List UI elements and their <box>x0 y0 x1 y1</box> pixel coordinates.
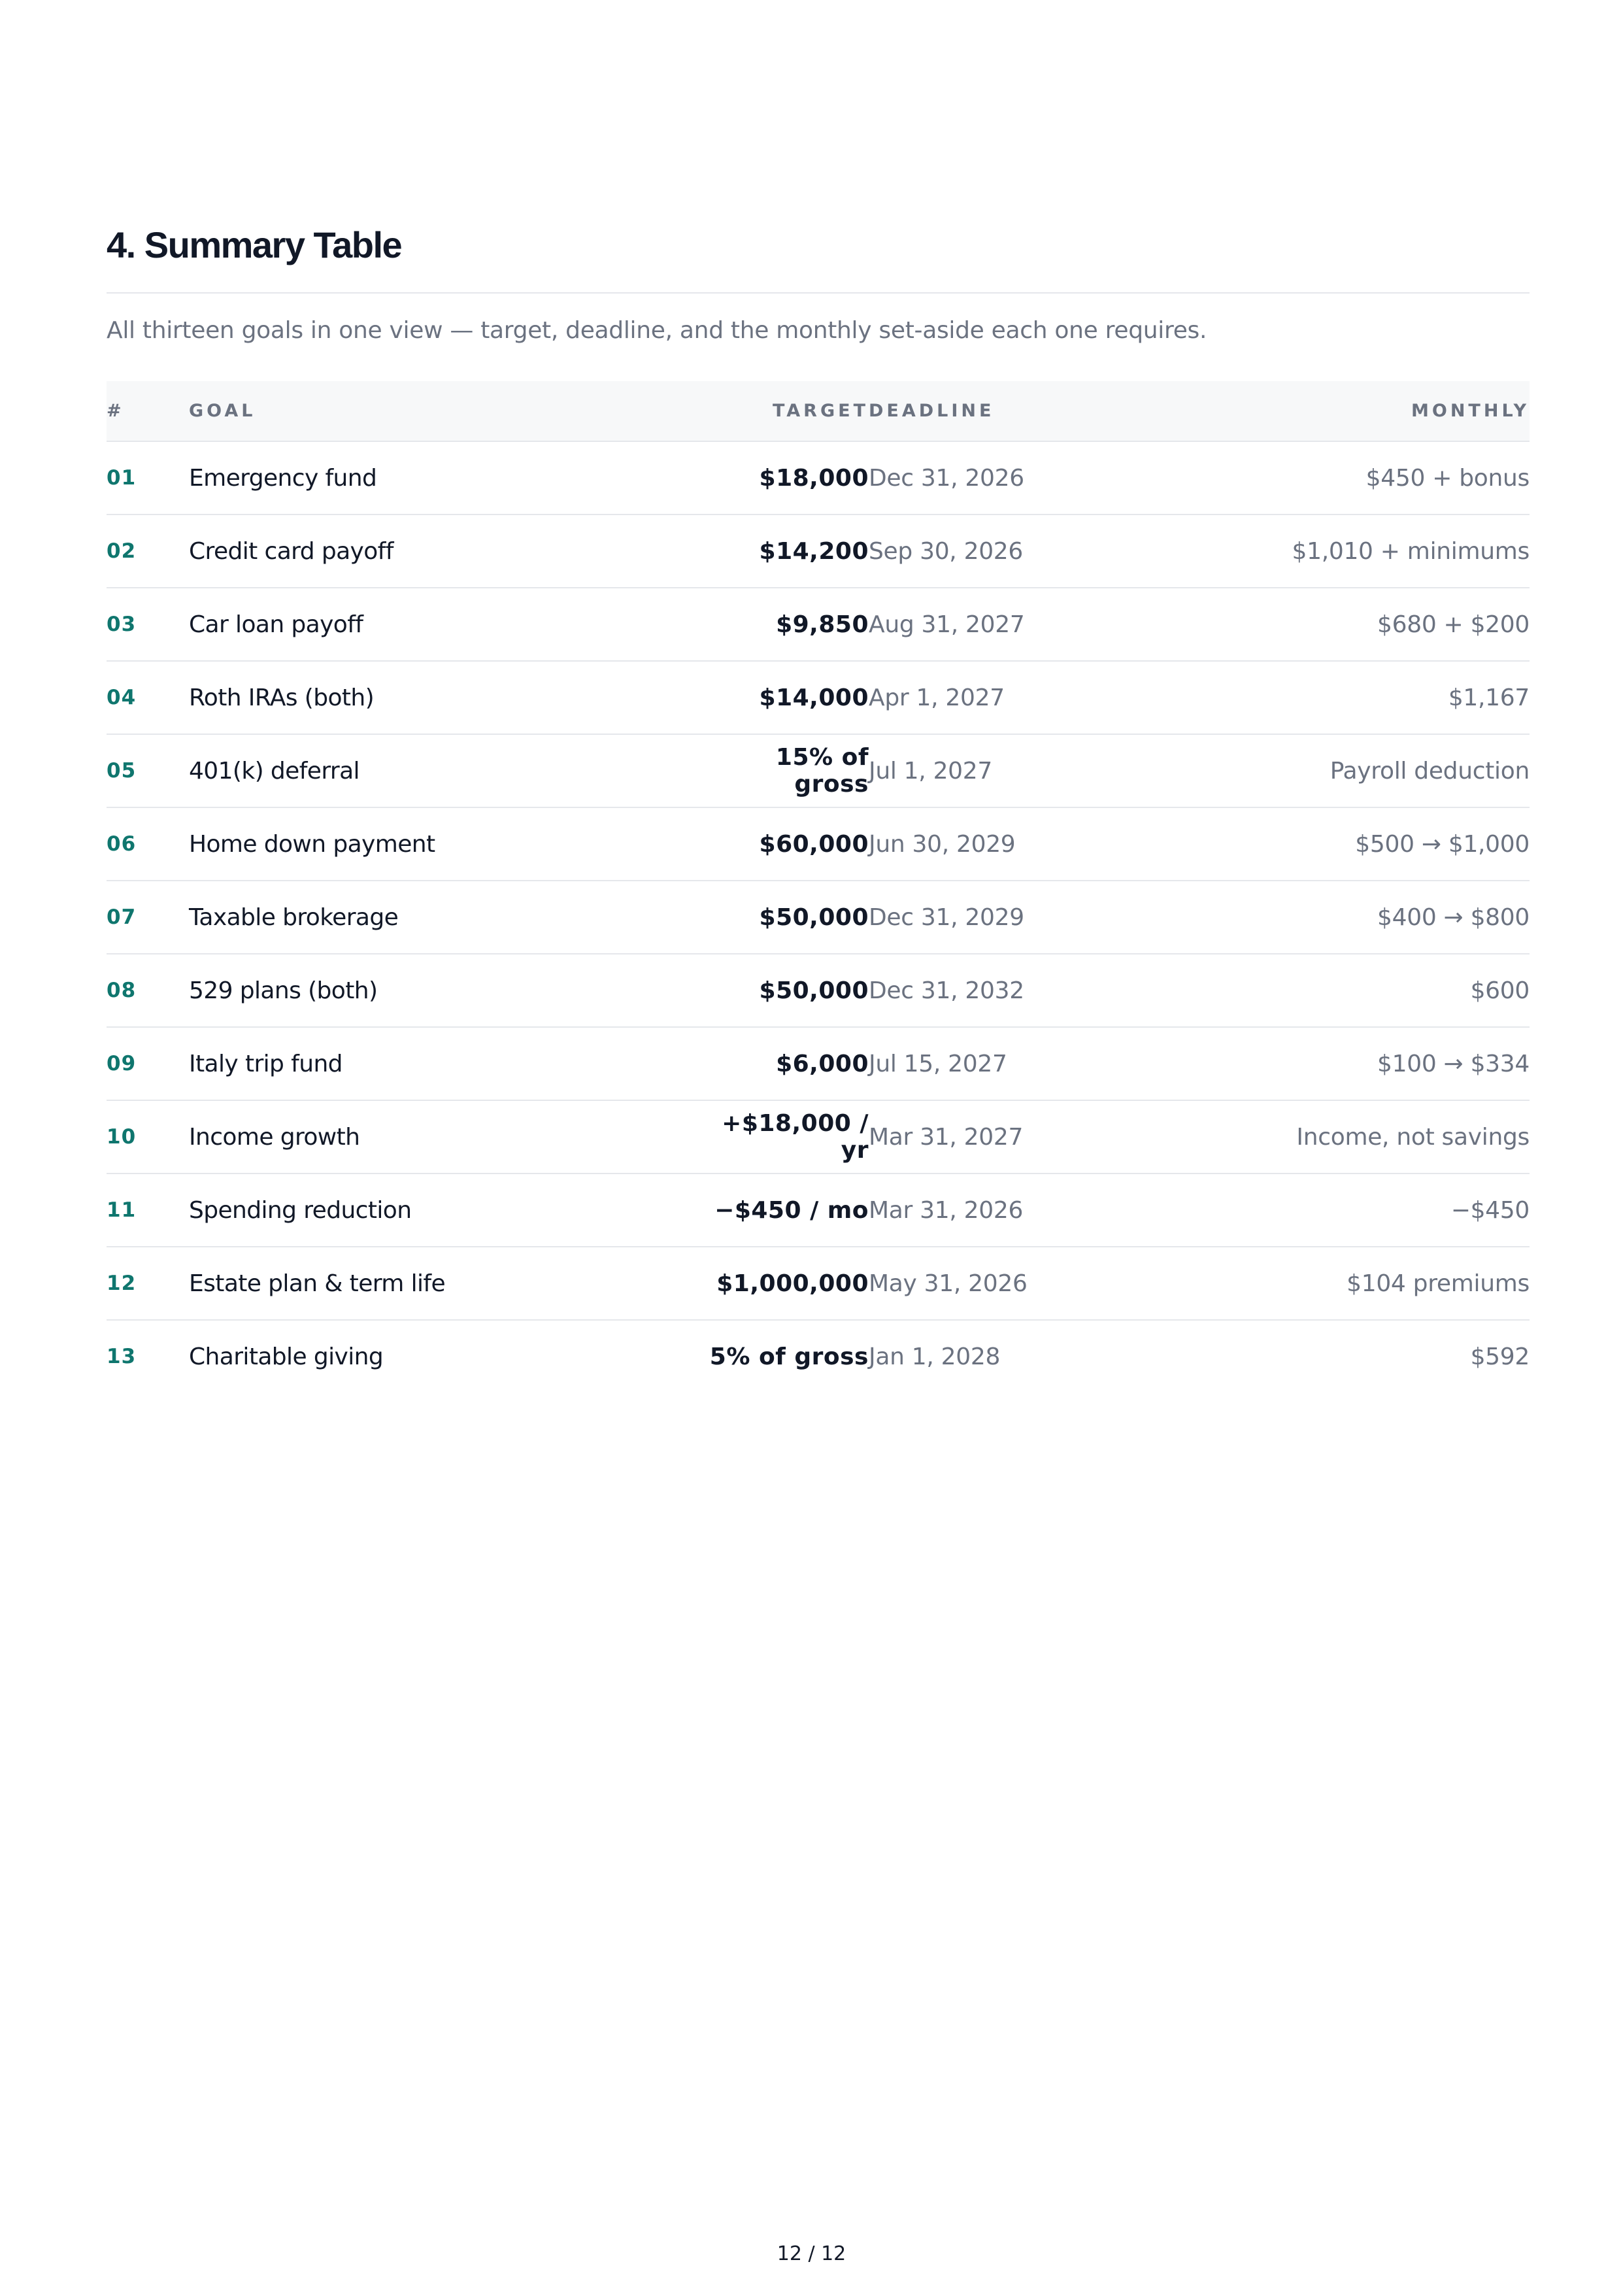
goal-deadline: Dec 31, 2026 <box>869 441 1146 515</box>
goal-monthly: $100 → $334 <box>1146 1027 1530 1100</box>
goal-deadline: Jul 15, 2027 <box>869 1027 1146 1100</box>
goal-target: $14,200 <box>705 515 869 588</box>
column-header-monthly: MONTHLY <box>1146 381 1530 441</box>
goal-deadline: Dec 31, 2029 <box>869 881 1146 954</box>
goal-number: 11 <box>107 1173 189 1247</box>
goal-number: 13 <box>107 1345 137 1368</box>
goal-number: 05 <box>107 734 189 807</box>
goal-target: $14,000 <box>705 661 869 734</box>
table-row <box>107 588 1530 661</box>
table-row <box>107 1320 1530 1393</box>
goal-monthly: $104 premiums <box>1146 1247 1530 1320</box>
goal-number: 06 <box>107 807 189 881</box>
table-row <box>107 1027 1530 1100</box>
table-row <box>107 515 1530 588</box>
goal-number: 02 <box>107 515 189 588</box>
table-row <box>107 661 1530 734</box>
goal-number: 09 <box>107 1027 189 1100</box>
section-intro: All thirteen goals in one view — target, deadline, and the monthly set-aside each one requires. <box>107 317 1207 344</box>
goal-deadline: Mar 31, 2027 <box>869 1100 1146 1173</box>
goal-deadline: Jan 1, 2028 <box>869 1343 1001 1370</box>
goal-monthly: $1,010 + minimums <box>1146 515 1530 588</box>
goal-target: $60,000 <box>705 807 869 881</box>
table-row <box>107 954 1530 1027</box>
title-divider <box>107 292 1530 294</box>
goal-number: 01 <box>107 441 189 515</box>
goal-monthly: $400 → $800 <box>1146 881 1530 954</box>
table-header-row <box>107 381 1530 441</box>
goal-monthly: −$450 <box>1146 1173 1530 1247</box>
goal-deadline: Mar 31, 2026 <box>869 1173 1146 1247</box>
goal-monthly: $450 + bonus <box>1146 441 1530 515</box>
goal-target: $50,000 <box>705 954 869 1027</box>
goal-target: 15% of gross <box>705 734 869 807</box>
page-number: 12 / 12 <box>777 2242 846 2265</box>
summary-table <box>107 381 1530 1393</box>
goal-deadline: Apr 1, 2027 <box>869 661 1146 734</box>
goal-deadline: Dec 31, 2032 <box>869 954 1146 1027</box>
goal-monthly: $680 + $200 <box>1146 588 1530 661</box>
table-row <box>107 1173 1530 1247</box>
goal-name: Taxable brokerage <box>189 881 705 954</box>
goal-number: 10 <box>107 1100 189 1173</box>
goal-name: Italy trip fund <box>189 1027 705 1100</box>
column-header-deadline: DEADLINE <box>869 381 1146 441</box>
goal-number: 03 <box>107 588 189 661</box>
goal-target: $50,000 <box>705 881 869 954</box>
column-header-goal: GOAL <box>189 381 705 441</box>
goal-target: +$18,000 / yr <box>705 1100 869 1173</box>
goal-number: 12 <box>107 1247 189 1320</box>
column-header-number: # <box>107 381 189 441</box>
goal-monthly: Income, not savings <box>1146 1100 1530 1173</box>
goal-name: Charitable giving <box>189 1343 384 1370</box>
page-content <box>107 216 1530 1393</box>
goal-monthly: $1,167 <box>1146 661 1530 734</box>
goal-number: 08 <box>107 954 189 1027</box>
table-row <box>107 1100 1530 1173</box>
goal-target: $9,850 <box>705 588 869 661</box>
goal-name: 529 plans (both) <box>189 954 705 1027</box>
goal-monthly: Payroll deduction <box>1146 734 1530 807</box>
goal-deadline: Jun 30, 2029 <box>869 807 1146 881</box>
goal-target: $6,000 <box>705 1027 869 1100</box>
goal-target: −$450 / mo <box>705 1173 869 1247</box>
goal-monthly: $500 → $1,000 <box>1146 807 1530 881</box>
table-row <box>107 1247 1530 1320</box>
goal-monthly: $600 <box>1146 954 1530 1027</box>
goal-name: Car loan payoff <box>189 588 705 661</box>
table-row <box>107 734 1530 807</box>
table-row <box>107 807 1530 881</box>
goal-name: Spending reduction <box>189 1173 705 1247</box>
table-row <box>107 441 1530 515</box>
goal-deadline: Sep 30, 2026 <box>869 515 1146 588</box>
table-body <box>107 441 1530 1393</box>
goal-deadline: Jul 1, 2027 <box>869 734 1146 807</box>
goal-deadline: May 31, 2026 <box>869 1247 1146 1320</box>
goal-name: Credit card payoff <box>189 515 705 588</box>
goal-deadline: Aug 31, 2027 <box>869 588 1146 661</box>
goal-monthly: $592 <box>1470 1343 1530 1370</box>
table-row <box>107 881 1530 954</box>
table-header <box>107 381 1530 441</box>
goal-name: Emergency fund <box>189 441 705 515</box>
goal-target: $1,000,000 <box>705 1247 869 1320</box>
goal-name: Income growth <box>189 1100 705 1173</box>
goal-target: $18,000 <box>705 441 869 515</box>
goal-name: Home down payment <box>189 807 705 881</box>
goal-name: Roth IRAs (both) <box>189 661 705 734</box>
goal-number: 07 <box>107 881 189 954</box>
goal-name: 401(k) deferral <box>189 734 705 807</box>
goal-name: Estate plan & term life <box>189 1247 705 1320</box>
goal-target: 5% of gross <box>709 1343 869 1370</box>
section-title: 4. Summary Table <box>107 224 402 265</box>
column-header-target: TARGET <box>705 381 869 441</box>
goal-number: 04 <box>107 661 189 734</box>
